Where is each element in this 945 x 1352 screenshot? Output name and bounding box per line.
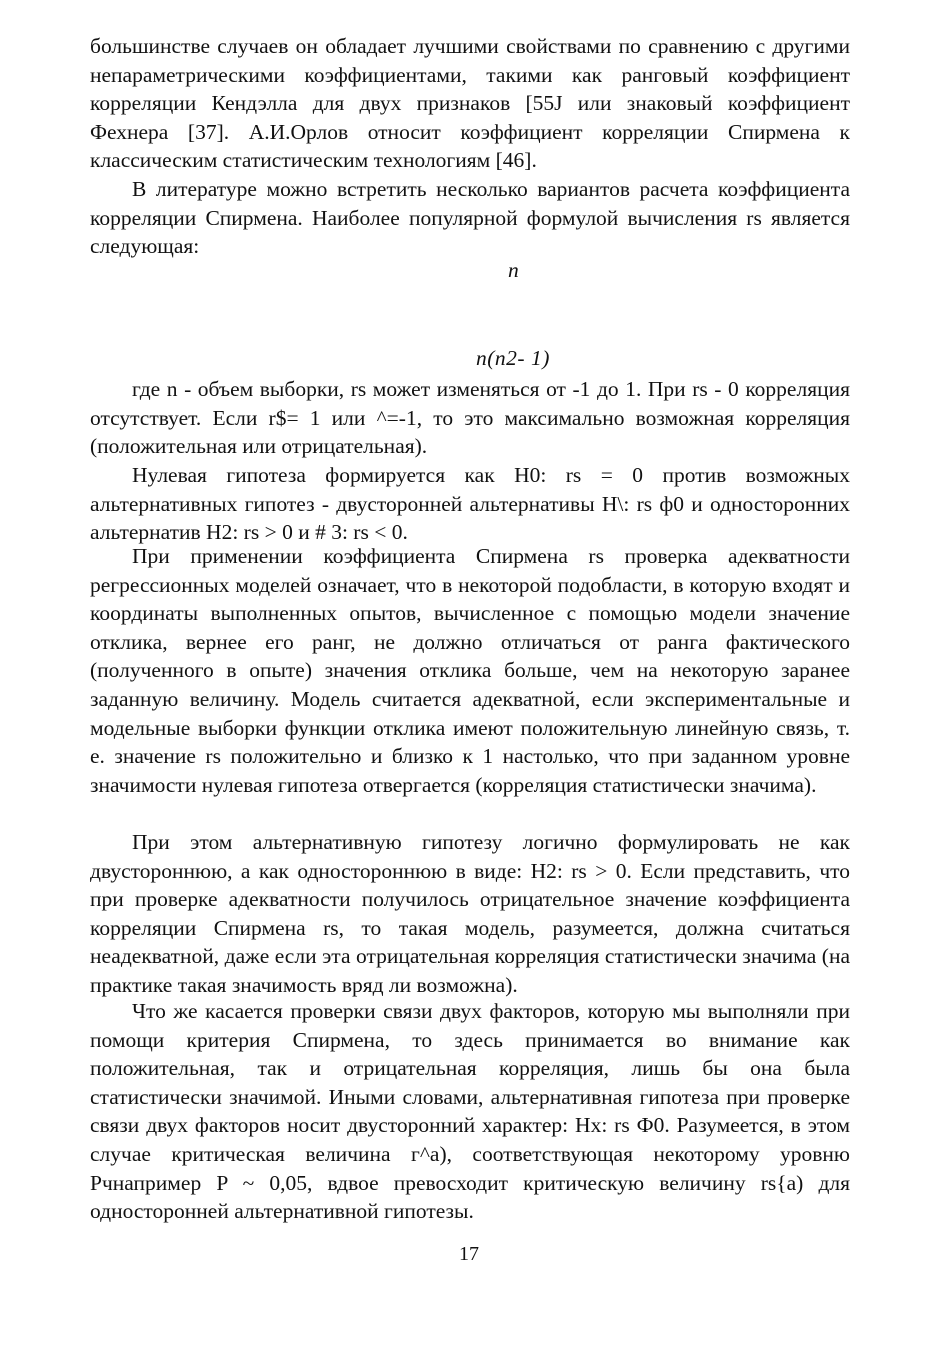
paragraph-7-text: Что же касается проверки связи двух факторов, которую мы выполняли при помощи критерия Спирмена, то здесь принимается во внимание как положительная, так и отрицательная корреляция, лишь бы она была статистически значимой. Иными словами, альтернативная гипотеза при проверке связи двух факторов носит двусторонний характер: Hx: rs Ф0. Разумеется, в этом случае критическая величина г^а), соответствующая некоторому уровню Рчнапример P ~ 0,05, вдвое превосходит критическую величину rs{a) для односторонней альтернативной гипотезы. xyxy=(90,999,850,1224)
paragraph-5-text: При применении коэффициента Спирмена rs проверка адекватности регрессионных моделей означает, что в некоторой подобласти, в которую входят и координаты выполненных опытов, вычисленное с помощью модели значение отклика, вернее его ранг, не должно отличаться от ранга фактического (полученного в опыте) значения отклика больше, чем на некоторую заранее заданную величину. Модель считается адекватной, если экспериментальные и модельные выборки функции отклика имеют положительную линейную связь, т. е. значение rs положительно и близко к 1 настолько, что при заданном уровне значимости нулевая гипотеза отвергается (корреляция статистически значима). xyxy=(90,544,850,797)
paragraph-1 xyxy=(90,32,850,175)
paragraph-5 xyxy=(90,542,850,799)
paragraph-2 xyxy=(90,175,850,261)
paragraph-2-text: В литературе можно встретить несколько вариантов расчета коэффициента корреляции Спирмена. Наиболее популярной формулой вычисления rs является следующая: xyxy=(90,177,850,259)
formula-denominator: n(n2- 1) xyxy=(476,346,550,370)
paragraph-6 xyxy=(90,828,850,1000)
paragraph-6-text: При этом альтернативную гипотезу логично формулировать не как двустороннюю, а как одностороннюю в виде: H2: rs > 0. Если представить, что при проверке адекватности получилось отрицательное значение коэффициента корреляции Спирмена rs, то такая модель, разумеется, должна считаться неадекватной, даже если эта отрицательная корреляция статистически значима (на практике такая значимость вряд ли возможна). xyxy=(90,830,850,997)
paragraph-4 xyxy=(90,461,850,547)
paragraph-1-text: большинстве случаев он обладает лучшими свойствами по сравнению с другими непараметрическими коэффициентами, такими как ранговый коэффициент корреляции Кендэлла для двух признаков [55J или знаковый коэффициент Фехнера [37]. А.И.Орлов относит коэффициент корреляции Спирмена к классическим статистическим технологиям [46]. xyxy=(90,34,850,173)
paragraph-3-text: где n - объем выборки, rs может изменяться от -1 до 1. При rs - 0 корреляция отсутствует. Если r$= 1 или ^=-1, то это максимально возможная корреляция (положительная или отрицательная). xyxy=(90,377,850,459)
paragraph-3 xyxy=(90,375,850,461)
formula-numerator-fragment: n xyxy=(508,258,519,282)
paragraph-7 xyxy=(90,997,850,1226)
paragraph-4-text: Нулевая гипотеза формируется как H0: rs = 0 против возможных альтернативных гипотез - двусторонней альтернативы H\: rs ф0 и односторонних альтернатив H2: rs > 0 и # 3: rs < 0. xyxy=(90,463,850,545)
page-number: 17 xyxy=(459,1243,479,1265)
